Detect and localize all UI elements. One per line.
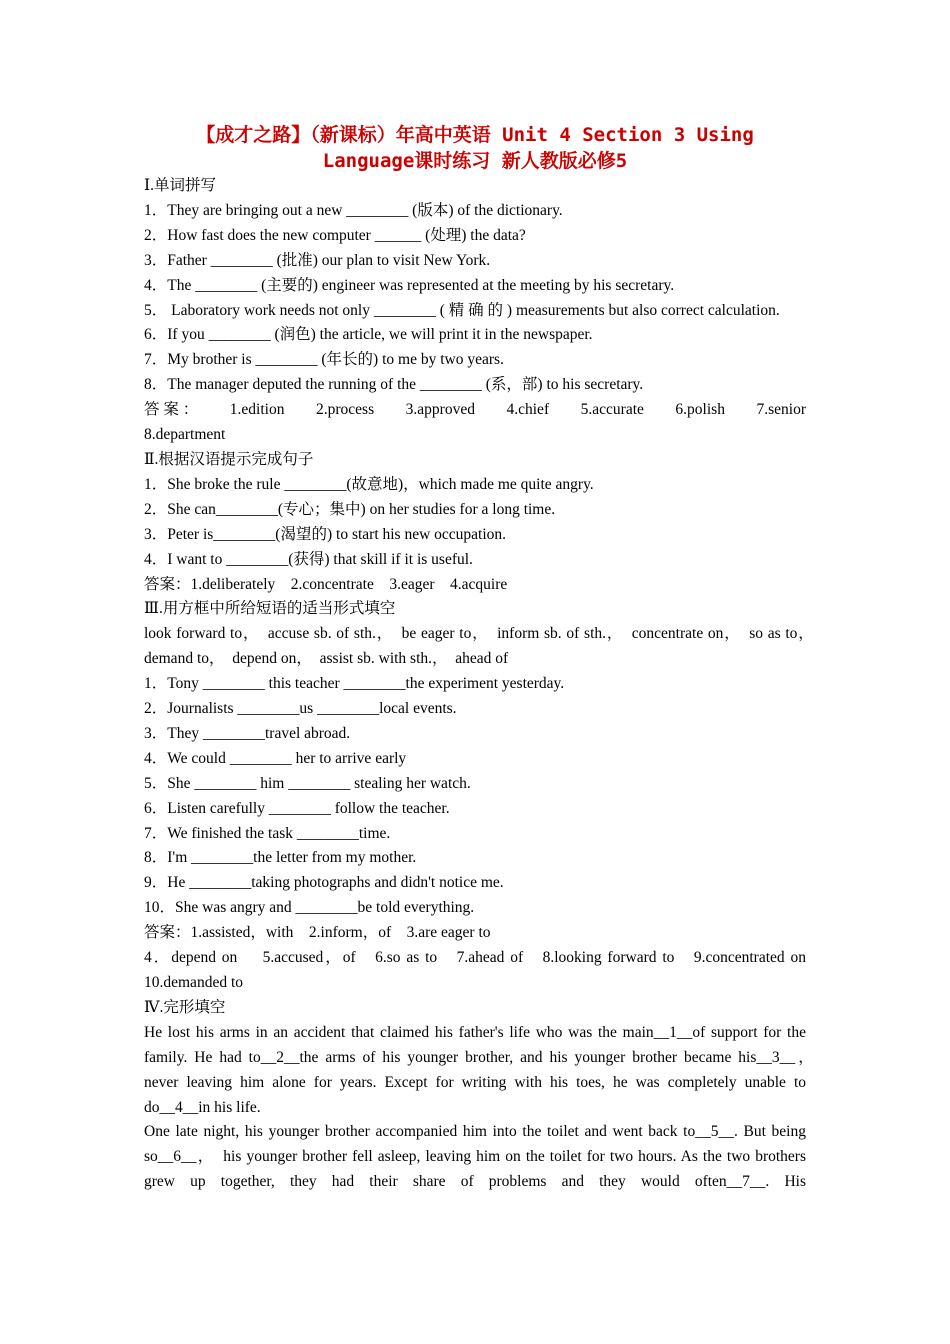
section-3-heading: Ⅲ.用方框中所给短语的适当形式填空 [144, 600, 396, 618]
s1-item-6: 6．If you ________ (润色) the article, we will print it in the newspaper. [144, 326, 593, 344]
s1-answer-label: 答 案 ： [144, 401, 199, 419]
s2-item-3: 3．Peter is________(渴望的) to start his new occupation. [144, 525, 507, 543]
title-line-2: Language课时练习 新人教版必修5 [322, 150, 628, 172]
s3-item-6: 6．Listen carefully ________ follow the teacher. [144, 799, 450, 817]
s3-item-10: 10．She was angry and ________be told everything. [144, 899, 475, 917]
s1-answer-6: 6.polish [675, 401, 725, 419]
s1-answer-3: 3.approved [405, 401, 475, 419]
s2-item-1: 1．She broke the rule ________(故意地)，which made me quite angry. [144, 475, 594, 493]
title-line-1: 【成才之路】（新课标）年高中英语 Unit 4 Section 3 Using [196, 124, 754, 146]
section-1-heading: Ⅰ.单词拼写 [144, 177, 216, 194]
s2-item-4: 4．I want to ________(获得) that skill if it is useful. [144, 550, 473, 568]
s1-item-3: 3．Father ________ (批准) our plan to visit New York. [144, 251, 491, 269]
s1-answer-1: 1.edition [229, 401, 285, 419]
s1-item-7: 7．My brother is ________ (年长的) to me by two years. [144, 351, 504, 369]
s3-item-5: 5．She ________ him ________ stealing her watch. [144, 774, 471, 792]
s3-answer-line-2: 4．depend on 5.accused，of 6.so as to 7.ahead of 8.looking forward to 9.concentrated on 10.demanded to [144, 949, 822, 991]
s1-item-4: 4．The ________ (主要的) engineer was represented at the meeting by his secretary. [144, 276, 675, 294]
s3-answer-line-1: 答案：1.assisted，with 2.inform，of 3.are eager to [144, 924, 491, 942]
s4-paragraph-2: One late night, his younger brother accompanied him into the toilet and went back to__5__. But being so__6__， his younger brother fell asleep, leaving him on the toilet for two hours. As the two brothers grew up together, they had their share of problems and they would often__7__. His [144, 1123, 806, 1191]
s4-paragraph-1: He lost his arms in an accident that claimed his father's life who was the main__1__of support for the family. He had to__2__the arms of his younger brother, and his younger brother became his__3__， never leaving him alone for years. Except for writing with his toes, he was completely unable to do__4__in his life. [144, 1023, 822, 1116]
s1-answer-2: 2.process [316, 401, 375, 419]
s3-item-1: 1．Tony ________ this teacher ________the experiment yesterday. [144, 675, 565, 693]
s2-item-2: 2．She can________(专心；集中) on her studies for a long time. [144, 500, 556, 518]
s1-item-2: 2．How fast does the new computer ______ (处理) the data? [144, 226, 526, 244]
s3-item-8: 8．I'm ________the letter from my mother. [144, 849, 417, 867]
s3-phrase-box: look forward to， accuse sb. of sth.， be eager to， inform sb. of sth.， concentrate on， so as to， demand to， depend on， assist sb. with sth.， ahead of [144, 625, 822, 668]
s1-item-5: 5． Laboratory work needs not only ________ ( 精 确 的 ) measurements but also correct calculation. [144, 301, 780, 319]
s1-answer-7: 7.senior [756, 401, 806, 419]
s1-answer-row [144, 398, 806, 423]
section-2-heading: Ⅱ.根据汉语提示完成句子 [144, 450, 314, 468]
s3-item-7: 7．We finished the task ________time. [144, 824, 391, 842]
s3-item-3: 3．They ________travel abroad. [144, 724, 351, 742]
s1-item-8: 8．The manager deputed the running of the ________ (系，部) to his secretary. [144, 376, 644, 394]
s1-item-1: 1．They are bringing out a new ________ (版本) of the dictionary. [144, 201, 563, 219]
document-page [144, 122, 822, 1195]
document-title [134, 122, 816, 174]
s3-item-9: 9．He ________taking photographs and didn't notice me. [144, 874, 504, 892]
s3-item-4: 4．We could ________ her to arrive early [144, 749, 407, 767]
s1-answer-tail: 8.department [144, 426, 226, 444]
s2-answer: 答案：1.deliberately 2.concentrate 3.eager 4.acquire [144, 575, 508, 593]
s3-item-2: 2．Journalists ________us ________local events. [144, 700, 457, 718]
s1-answer-5: 5.accurate [580, 401, 644, 419]
section-4-heading: Ⅳ.完形填空 [144, 998, 226, 1016]
s1-answer-4: 4.chief [506, 401, 550, 419]
